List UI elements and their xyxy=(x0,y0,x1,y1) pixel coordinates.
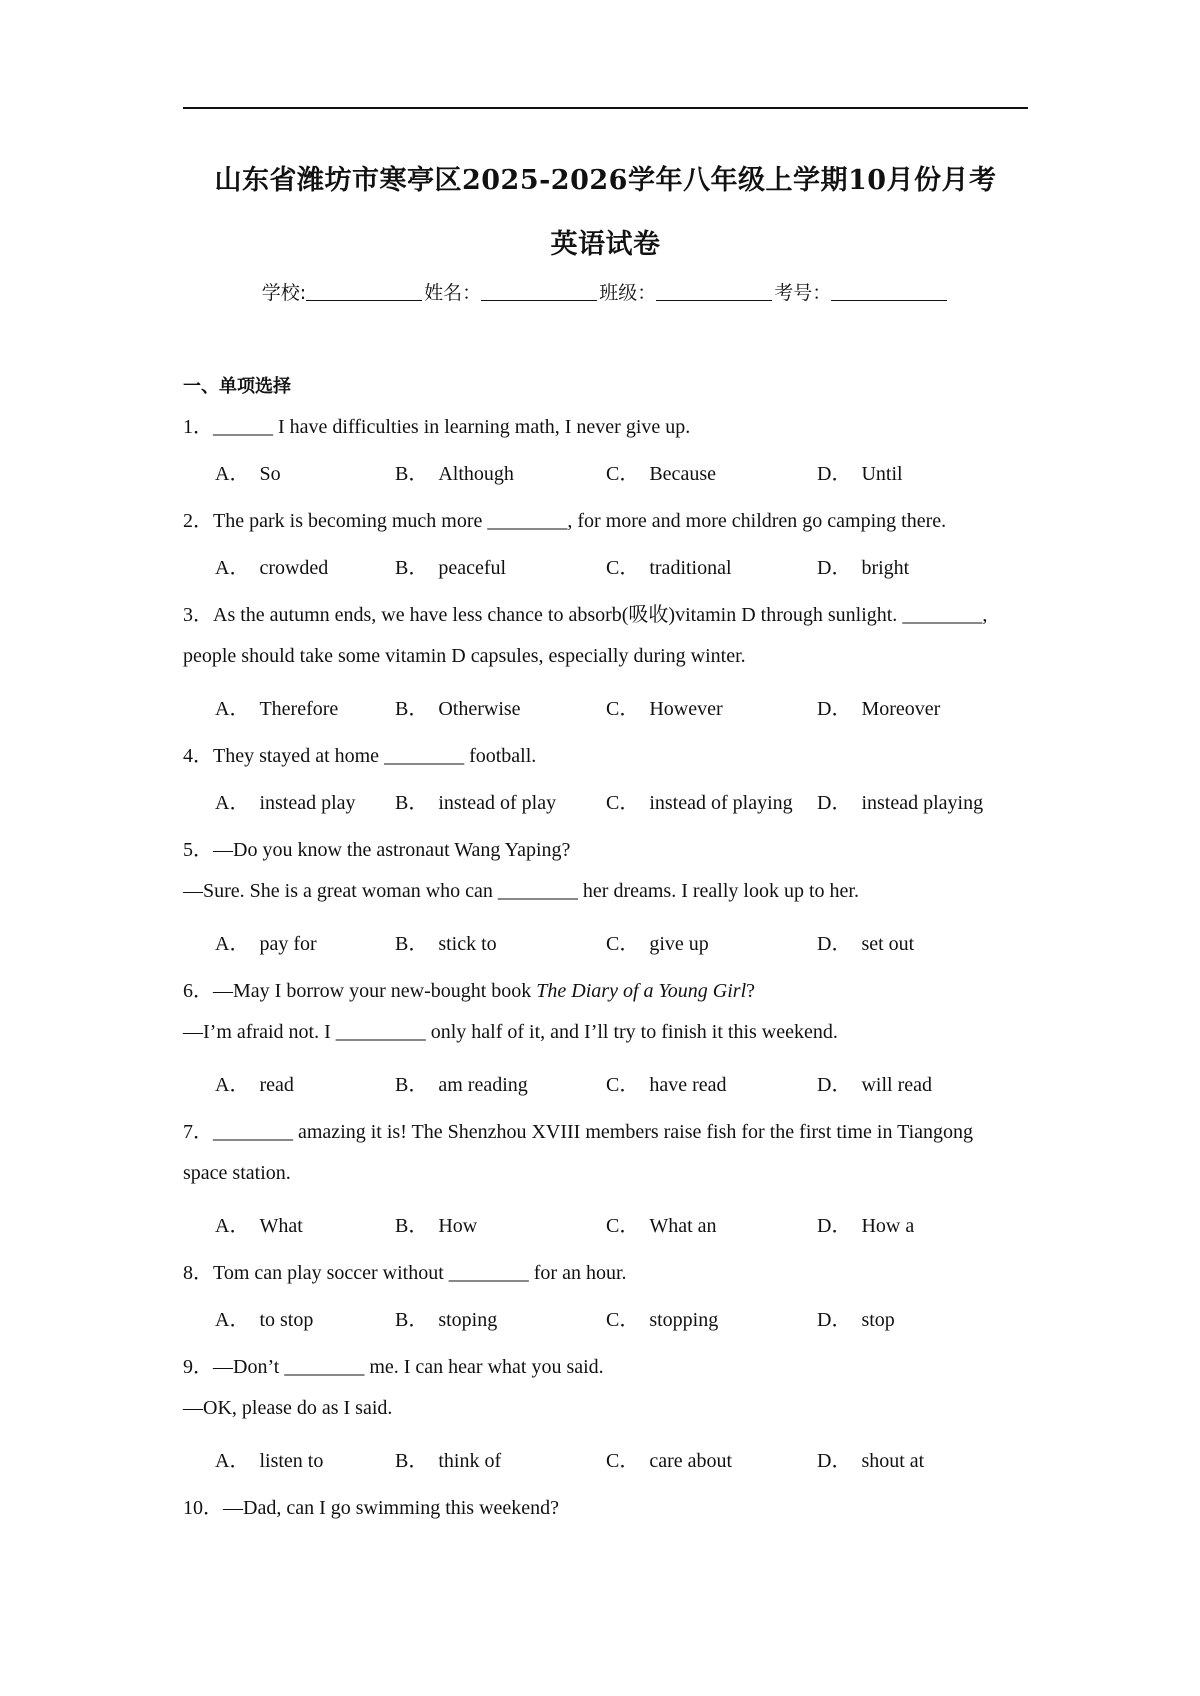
question-text: me. I can hear what you said. xyxy=(364,1356,604,1378)
option-c[interactable] xyxy=(606,1209,717,1238)
exam-number-field xyxy=(774,278,949,305)
question-7-continued: space station. xyxy=(183,1162,291,1184)
option-text: have read xyxy=(649,1074,727,1096)
option-b[interactable] xyxy=(395,551,506,580)
answer-blank: ________ xyxy=(497,880,578,902)
question-text: —Do you know the astronaut Wang Yaping? xyxy=(213,839,571,861)
option-text: Otherwise xyxy=(438,698,521,720)
option-letter: B． xyxy=(395,463,429,485)
school-field xyxy=(262,278,424,305)
question-7 xyxy=(183,1115,973,1144)
option-letter: D． xyxy=(817,557,852,579)
option-letter: C． xyxy=(606,933,640,955)
option-a[interactable] xyxy=(215,692,338,721)
question-number: 7． xyxy=(183,1121,213,1143)
question-number: 9． xyxy=(183,1356,213,1378)
option-a[interactable] xyxy=(215,927,317,956)
class-label: 班级： xyxy=(599,282,657,304)
question-number: 8． xyxy=(183,1262,213,1284)
option-letter: D． xyxy=(817,933,852,955)
question-text: for an hour. xyxy=(528,1262,627,1284)
exam-number-label: 考号： xyxy=(774,282,832,304)
question-text: amazing it is! The Shenzhou XVIII members raise fish for the first time in Tiangong xyxy=(293,1121,974,1143)
answer-blank: ________ xyxy=(448,1262,529,1284)
option-c[interactable] xyxy=(606,1068,727,1097)
question-text: only half of it, and I’ll try to finish it this weekend. xyxy=(425,1021,838,1043)
question-text: Tom can play soccer without xyxy=(213,1262,449,1284)
option-text: However xyxy=(649,698,723,720)
option-a[interactable] xyxy=(215,1209,303,1238)
option-text: stop xyxy=(861,1309,895,1331)
option-text: What an xyxy=(649,1215,717,1237)
question-8 xyxy=(183,1256,627,1285)
answer-blank: ________ xyxy=(902,604,983,626)
school-blank[interactable] xyxy=(306,284,422,301)
option-letter: B． xyxy=(395,792,429,814)
option-text: stopping xyxy=(649,1309,719,1331)
option-d[interactable] xyxy=(817,692,940,721)
option-letter: A． xyxy=(215,1074,250,1096)
option-c[interactable] xyxy=(606,927,709,956)
answer-blank: ________ xyxy=(213,1121,293,1143)
question-number: 4． xyxy=(183,745,213,767)
student-info-row xyxy=(183,278,1028,305)
option-text: instead of playing xyxy=(649,792,793,814)
question-number: 6． xyxy=(183,980,213,1002)
option-b[interactable] xyxy=(395,457,514,486)
question-text: —May I borrow your new-bought book xyxy=(213,980,537,1002)
question-6-continued xyxy=(183,1021,838,1044)
option-letter: B． xyxy=(395,698,429,720)
question-text: her dreams. I really look up to her. xyxy=(577,880,859,902)
option-c[interactable] xyxy=(606,1303,718,1332)
question-9-continued: —OK, please do as I said. xyxy=(183,1397,393,1419)
question-text: ? xyxy=(746,980,756,1002)
option-letter: C． xyxy=(606,1450,640,1472)
answer-blank: ________ xyxy=(284,1356,365,1378)
option-text: Moreover xyxy=(861,698,941,720)
option-letter: D． xyxy=(817,1215,852,1237)
question-text: The park is becoming much more xyxy=(213,510,488,532)
answer-blank: _________ xyxy=(335,1021,426,1043)
question-number: 10． xyxy=(183,1497,223,1519)
option-c[interactable] xyxy=(606,551,732,580)
question-1 xyxy=(183,410,690,439)
option-text: will read xyxy=(861,1074,932,1096)
question-text: football. xyxy=(464,745,537,767)
option-letter: A． xyxy=(215,792,250,814)
option-letter: A． xyxy=(215,463,250,485)
option-letter: D． xyxy=(817,1450,852,1472)
option-text: listen to xyxy=(259,1450,324,1472)
option-text: read xyxy=(259,1074,294,1096)
option-d[interactable] xyxy=(817,551,909,580)
question-text: They stayed at home xyxy=(213,745,385,767)
option-text: bright xyxy=(861,557,910,579)
name-field xyxy=(424,278,599,305)
option-b[interactable] xyxy=(395,1209,477,1238)
option-letter: A． xyxy=(215,557,250,579)
name-blank[interactable] xyxy=(481,284,597,301)
option-text: So xyxy=(259,463,281,485)
question-text: , for more and more children go camping there. xyxy=(567,510,947,532)
school-label: 学校: xyxy=(261,282,307,304)
top-rule xyxy=(183,107,1028,109)
option-text: Although xyxy=(438,463,514,485)
question-9 xyxy=(183,1350,604,1379)
option-letter: B． xyxy=(395,1215,429,1237)
question-text: As the autumn ends, we have less chance to absorb(吸收)vitamin D through sunlight. xyxy=(213,604,903,626)
option-c[interactable] xyxy=(606,786,793,815)
option-a[interactable] xyxy=(215,1444,323,1473)
book-title: The Diary of a Young Girl xyxy=(536,980,747,1002)
question-3 xyxy=(183,598,987,627)
option-letter: A． xyxy=(215,1450,250,1472)
option-a[interactable] xyxy=(215,786,356,815)
option-text: Therefore xyxy=(259,698,339,720)
option-a[interactable] xyxy=(215,1068,294,1097)
question-text: I have difficulties in learning math, I never give up. xyxy=(273,416,691,438)
option-letter: D． xyxy=(817,1309,852,1331)
option-b[interactable] xyxy=(395,692,521,721)
option-text: to stop xyxy=(259,1309,314,1331)
option-d[interactable] xyxy=(817,927,914,956)
option-a[interactable] xyxy=(215,551,328,580)
option-b[interactable] xyxy=(395,1444,501,1473)
option-letter: B． xyxy=(395,1309,429,1331)
question-3-continued: people should take some vitamin D capsules, especially during winter. xyxy=(183,645,746,667)
option-b[interactable] xyxy=(395,1303,497,1332)
option-text: How a xyxy=(861,1215,915,1237)
option-d[interactable] xyxy=(817,457,903,486)
option-d[interactable] xyxy=(817,1209,914,1238)
option-letter: A． xyxy=(215,1309,250,1331)
answer-blank: ______ xyxy=(213,416,273,438)
option-text: pay for xyxy=(259,933,317,955)
exam-title-line1: 山东省潍坊市寒亭区2025-2026学年八年级上学期10月份月考 xyxy=(214,165,997,196)
question-number: 1． xyxy=(183,416,213,438)
question-number: 2． xyxy=(183,510,213,532)
option-b[interactable] xyxy=(395,786,556,815)
option-text: think of xyxy=(438,1450,502,1472)
option-letter: C． xyxy=(606,1215,640,1237)
question-number: 3． xyxy=(183,604,213,626)
answer-blank: ________ xyxy=(487,510,568,532)
question-4 xyxy=(183,739,536,768)
option-d[interactable] xyxy=(817,1303,895,1332)
option-letter: A． xyxy=(215,933,250,955)
option-text: am reading xyxy=(438,1074,528,1096)
question-text: —Don’t xyxy=(213,1356,285,1378)
option-text: peaceful xyxy=(438,557,507,579)
option-text: instead playing xyxy=(861,792,984,814)
option-text: give up xyxy=(649,933,709,955)
question-number: 5． xyxy=(183,839,213,861)
option-letter: B． xyxy=(395,933,429,955)
question-5-continued xyxy=(183,880,859,903)
option-d[interactable] xyxy=(817,1444,924,1473)
option-letter: B． xyxy=(395,1074,429,1096)
option-letter: D． xyxy=(817,463,852,485)
question-text: —I’m afraid not. I xyxy=(183,1021,336,1043)
class-blank[interactable] xyxy=(656,284,772,301)
option-c[interactable] xyxy=(606,1444,732,1473)
section-heading: 一、单项选择 xyxy=(183,376,291,397)
class-field xyxy=(599,278,774,305)
question-2 xyxy=(183,504,946,533)
option-a[interactable] xyxy=(215,457,281,486)
option-b[interactable] xyxy=(395,1068,528,1097)
option-text: instead play xyxy=(259,792,356,814)
option-letter: A． xyxy=(215,1215,250,1237)
option-c[interactable] xyxy=(606,692,723,721)
question-6 xyxy=(183,974,755,1003)
option-letter: D． xyxy=(817,792,852,814)
option-letter: C． xyxy=(606,1074,640,1096)
question-text: —Sure. She is a great woman who can xyxy=(183,880,498,902)
option-b[interactable] xyxy=(395,927,497,956)
option-text: set out xyxy=(861,933,915,955)
option-text: Until xyxy=(861,463,903,485)
name-label: 姓名： xyxy=(424,282,482,304)
question-5 xyxy=(183,833,570,862)
option-letter: C． xyxy=(606,792,640,814)
option-text: What xyxy=(259,1215,303,1237)
answer-blank: ________ xyxy=(384,745,465,767)
option-letter: C． xyxy=(606,698,640,720)
option-letter: A． xyxy=(215,698,250,720)
option-text: shout at xyxy=(861,1450,925,1472)
question-text: —Dad, can I go swimming this weekend? xyxy=(223,1497,560,1519)
option-d[interactable] xyxy=(817,1068,932,1097)
exam-number-blank[interactable] xyxy=(831,284,947,301)
option-c[interactable] xyxy=(606,457,716,486)
option-text: care about xyxy=(649,1450,733,1472)
question-text: , xyxy=(982,604,988,626)
option-letter: B． xyxy=(395,1450,429,1472)
option-letter: D． xyxy=(817,698,852,720)
question-10 xyxy=(183,1491,559,1520)
option-letter: B． xyxy=(395,557,429,579)
option-text: Because xyxy=(649,463,716,485)
option-d[interactable] xyxy=(817,786,983,815)
option-letter: D． xyxy=(817,1074,852,1096)
option-text: instead of play xyxy=(438,792,557,814)
option-text: stoping xyxy=(438,1309,498,1331)
option-letter: C． xyxy=(606,557,640,579)
option-text: traditional xyxy=(649,557,732,579)
option-letter: C． xyxy=(606,463,640,485)
option-text: How xyxy=(438,1215,478,1237)
option-text: stick to xyxy=(438,933,497,955)
option-a[interactable] xyxy=(215,1303,313,1332)
option-text: crowded xyxy=(259,557,329,579)
exam-title-line2: 英语试卷 xyxy=(550,229,661,260)
option-letter: C． xyxy=(606,1309,640,1331)
